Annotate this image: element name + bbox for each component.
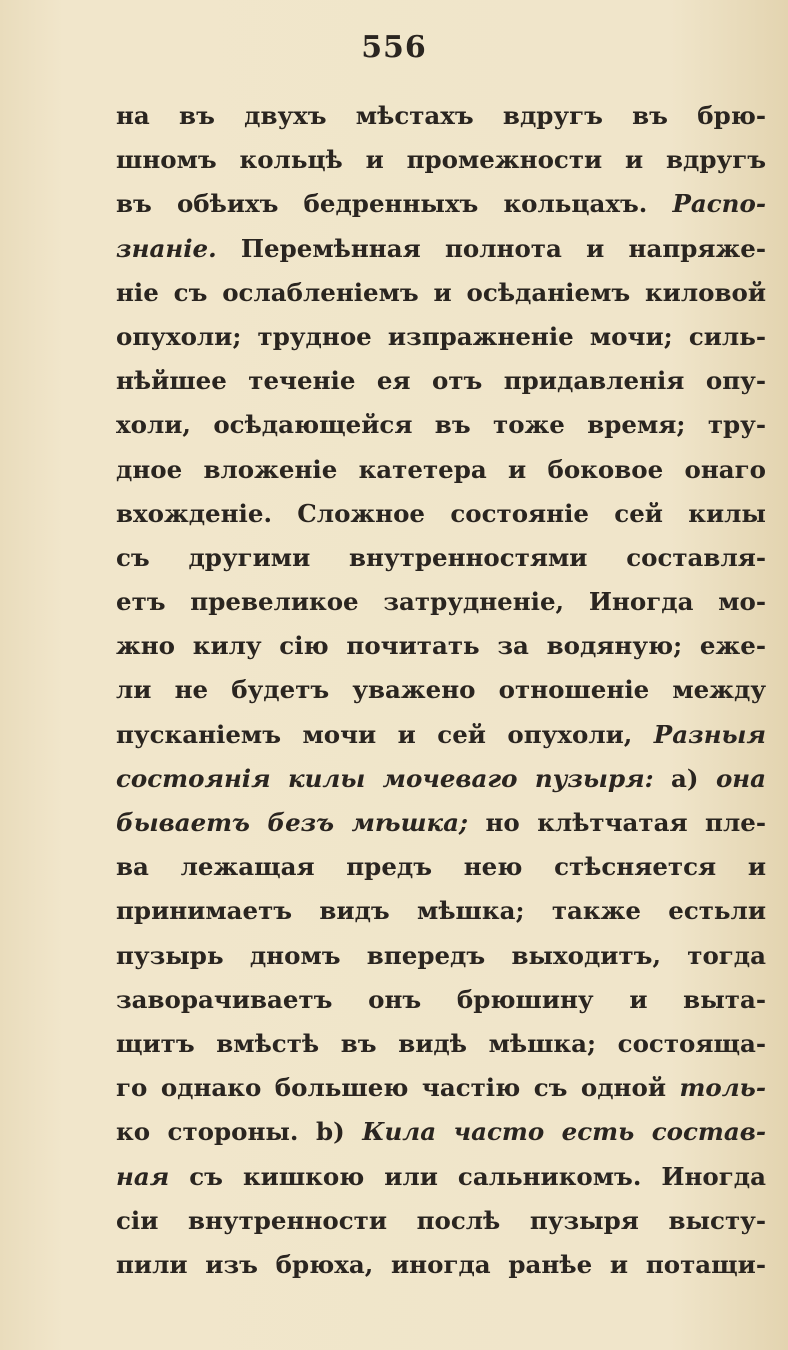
text-line <box>116 1243 766 1287</box>
text-line <box>116 801 766 845</box>
text-segment: холи, осѣдающейся въ тоже время; тру- <box>116 410 766 440</box>
text-line <box>116 889 766 933</box>
text-segment: ніе съ ослабленіемъ и осѣданіемъ киловой <box>116 277 766 307</box>
text-segment: съ кишкою или сальникомъ. Иногда <box>169 1161 766 1191</box>
italic-text-segment: Распо- <box>672 189 766 219</box>
text-segment: заворачиваетъ онъ брюшину и выта- <box>116 984 766 1014</box>
text-line <box>116 580 766 624</box>
text-line <box>116 182 766 226</box>
text-segment: но клѣтчатая пле- <box>468 808 766 837</box>
text-segment: принимаетъ видъ мѣшка; также естьли <box>116 896 766 926</box>
text-segment: ва лежащая предъ нею стѣсняется и <box>116 852 766 882</box>
text-line <box>116 403 766 447</box>
text-line <box>116 359 766 403</box>
text-segment: пусканіемъ мочи и сей опухоли, <box>116 719 654 749</box>
text-segment: нѣйшее теченіе ея отъ придавленія опу- <box>116 366 766 396</box>
text-segment: опухоли; трудное изпражненіе мочи; силь- <box>116 321 766 351</box>
text-segment: въ обѣихъ бедренныхъ кольцахъ. <box>116 189 673 219</box>
italic-text-segment: состоянія килы мочеваго пузыря: <box>116 763 654 793</box>
italic-text-segment: она <box>715 763 767 793</box>
text-segment: жно килу сію почитать за водяную; еже- <box>116 631 766 661</box>
text-line <box>116 978 766 1022</box>
page-number: 556 <box>361 30 427 65</box>
text-line <box>116 1066 766 1110</box>
text-line <box>116 1155 766 1199</box>
text-line <box>116 624 766 668</box>
text-segment: етъ превеликое затрудненіе, Иногда мо- <box>116 587 766 617</box>
italic-text-segment: Кила часто есть состав- <box>362 1117 766 1147</box>
text-line <box>116 448 766 492</box>
text-segment: шномъ кольцѣ и промежности и вдругъ <box>116 145 766 175</box>
italic-text-segment: знаніе. <box>116 233 217 263</box>
italic-text-segment: толь- <box>679 1073 766 1103</box>
text-line <box>116 1022 766 1066</box>
text-segment: Перемѣнная полнота и напряже- <box>216 233 766 263</box>
italic-text-segment: бываетъ безъ мѣшка; <box>116 808 469 837</box>
text-line <box>116 271 766 315</box>
text-line <box>116 227 766 271</box>
text-line <box>116 668 766 712</box>
text-line <box>116 713 766 757</box>
text-segment: го однако большею частію съ одной <box>116 1073 680 1103</box>
text-line <box>116 138 766 182</box>
text-line <box>116 845 766 889</box>
text-line <box>116 536 766 580</box>
italic-text-segment: Разныя <box>653 719 766 749</box>
text-segment: пузырь дномъ впередъ выходитъ, тогда <box>116 940 766 970</box>
text-segment: на въ двухъ мѣстахъ вдругъ въ брю- <box>116 101 766 130</box>
text-segment: ли не будетъ уважено отношеніе между <box>116 675 766 705</box>
text-segment: ко стороны. b) <box>116 1117 363 1147</box>
text-segment: вхожденіе. Сложное состояніе сей килы <box>116 498 766 528</box>
body-text <box>116 94 766 1287</box>
text-line <box>116 934 766 978</box>
text-segment: сіи внутренности послѣ пузыря высту- <box>116 1205 766 1235</box>
italic-text-segment: ная <box>116 1161 170 1191</box>
text-segment: a) <box>653 763 716 793</box>
text-line <box>116 1199 766 1243</box>
text-line <box>116 492 766 536</box>
text-line <box>116 757 766 801</box>
text-segment: щитъ вмѣстѣ въ видѣ мѣшка; состояща- <box>116 1028 766 1058</box>
text-line <box>116 94 766 138</box>
text-line <box>116 315 766 359</box>
text-segment: дное вложеніе катетера и боковое онаго <box>116 454 766 484</box>
text-line <box>116 1110 766 1154</box>
text-segment: съ другими внутренностями составля- <box>116 542 766 572</box>
text-segment: пили изъ брюха, иногда ранѣе и потащи- <box>116 1249 766 1279</box>
